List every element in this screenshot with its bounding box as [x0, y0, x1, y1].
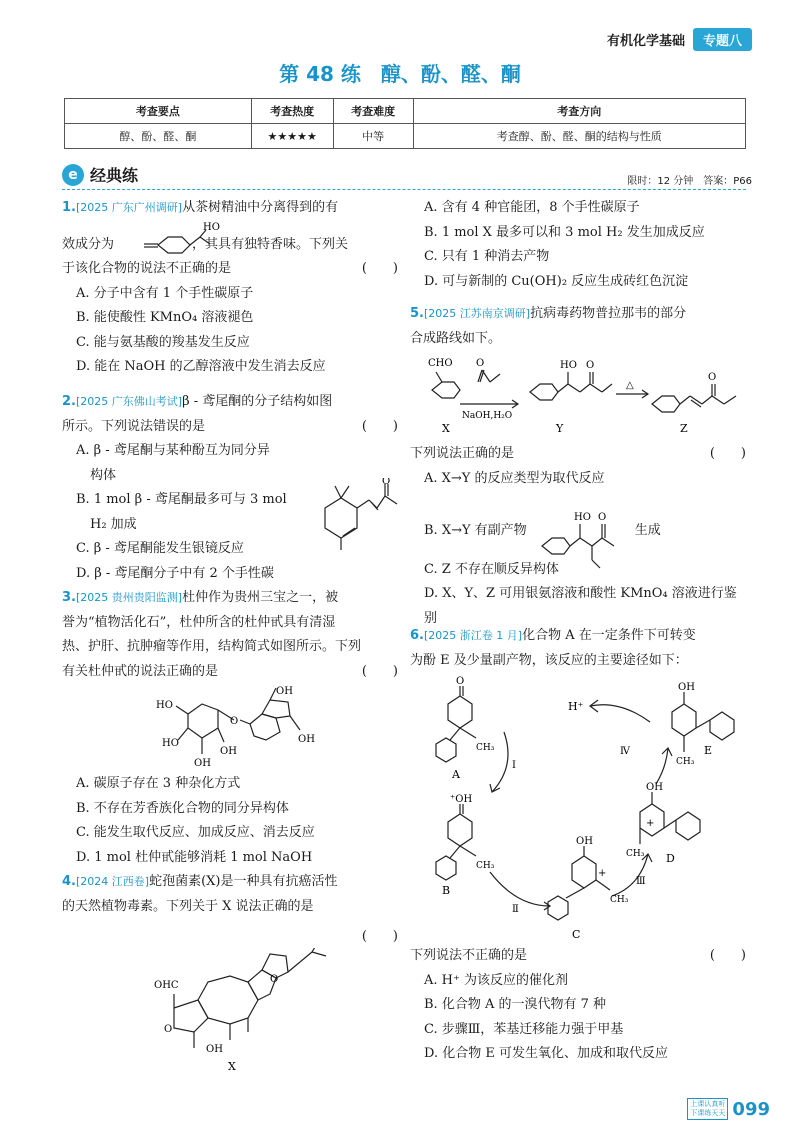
question-text: 杜仲作为贵州三宝之一，被	[182, 590, 339, 605]
option-c: C. β - 鸢尾酮能发生银镜反应	[76, 541, 244, 556]
q2-o-label: O	[382, 478, 391, 487]
q2-structure-diagram	[305, 478, 400, 558]
q3-label: O	[230, 716, 239, 727]
q6-c-ch3-label: CH₃	[610, 895, 629, 905]
question-text: 合成路线如下。	[410, 330, 502, 346]
q4-ohc-label: OHC	[154, 980, 179, 991]
q6-e-label: E	[704, 744, 713, 757]
question-6-options	[410, 944, 746, 1067]
q3-label: HO	[156, 700, 173, 711]
footer-text: 下课练天天	[690, 1109, 726, 1117]
question-text: 为酚 E 及少量副产物，该反应的主要途径如下：	[410, 652, 688, 668]
option-c: C. 能发生取代反应、加成反应、消去反应	[76, 825, 315, 840]
option-a: A. X→Y 的反应类型为取代反应	[424, 470, 605, 486]
q6-e-ch3-label: CH₃	[676, 757, 695, 767]
q6-a-o-label: O	[456, 676, 465, 687]
q6-d-label: D	[666, 852, 675, 865]
question-text: β - 鸢尾酮的分子结构如图	[182, 394, 333, 409]
question-source: [2025 广东广州调研]	[75, 201, 183, 214]
section-title: 经典练	[90, 166, 139, 185]
option-c: C. 步骤Ⅲ，苯基迁移能力强于甲基	[424, 1021, 624, 1037]
question-text: 的天然植物毒素。下列关于 X 说法正确的是	[62, 898, 314, 914]
header-bar	[607, 28, 752, 51]
info-header: 考查方向	[413, 99, 745, 124]
info-cell: 醇、酚、醛、酮	[65, 124, 252, 149]
header-subject: 有机化学基础	[606, 34, 685, 49]
question-4	[62, 870, 398, 950]
question-source: [2025 贵州贵阳监测]	[75, 591, 183, 604]
q3-label: OH	[194, 758, 211, 769]
footer-slogan	[687, 1098, 728, 1120]
q6-d-ch3-label: CH₃	[626, 849, 645, 859]
question-source: [2025 广东佛山考试]	[75, 395, 183, 408]
question-source: [2024 江西卷]	[75, 875, 150, 888]
q3-label: OH	[298, 734, 315, 745]
question-text: 下列说法正确的是	[410, 446, 515, 461]
question-source: [2025 浙江卷 1 月]	[423, 629, 523, 642]
question-number: 3.	[62, 590, 76, 605]
q6-c-plus-label: +	[598, 868, 607, 879]
question-text: 化合物 A 在一定条件下可转变	[522, 628, 696, 643]
time-limit: 限时：12 分钟 答案：P66	[627, 176, 752, 187]
q6-c-label: C	[572, 928, 581, 941]
info-header: 考查难度	[333, 99, 413, 124]
page-footer	[687, 1098, 770, 1120]
q1-oh-label: HO	[203, 222, 220, 233]
info-cell: 考查醇、酚、醛、酮的结构与性质	[413, 124, 745, 149]
question-text: 于该化合物的说法不正确的是	[62, 261, 232, 276]
q6-b-label: B	[442, 884, 451, 897]
q5-byproduct-label: HO	[574, 512, 591, 523]
q6-mechanism-diagram	[420, 676, 746, 944]
info-cell: ★★★★★	[251, 124, 333, 149]
option-b-cont: H₂ 加成	[90, 516, 137, 532]
q5-o-label: O	[476, 358, 485, 369]
q1-structure-diagram	[140, 222, 230, 262]
question-text: 抗病毒药物普拉那韦的部分	[530, 306, 687, 321]
option-b: B. 1 mol X 最多可以和 3 mol H₂ 发生加成反应	[424, 224, 705, 240]
info-header: 考查要点	[65, 99, 252, 124]
option-a: A. β - 鸢尾酮与某种酚互为同分异	[76, 443, 270, 458]
q3-label: HO	[162, 738, 179, 749]
option-b: B. X→Y 有副产物	[424, 523, 527, 538]
page-number: 099	[732, 1098, 770, 1120]
question-source: [2025 江苏南京调研]	[423, 307, 531, 320]
option-d: D. 可与新制的 Cu(OH)₂ 反应生成砖红色沉淀	[424, 273, 689, 289]
answer-blank: ( )	[361, 663, 398, 679]
question-text: 从茶树精油中分离得到的有	[182, 200, 339, 215]
q6-d-plus-label: +	[646, 818, 655, 829]
q4-ring-o-label: O	[270, 974, 279, 985]
option-d: D. 能在 NaOH 的乙醇溶液中发生消去反应	[76, 359, 326, 374]
q5-o-label: O	[708, 372, 717, 383]
q5-byproduct-label: O	[598, 512, 607, 523]
option-c: C. 能与氨基酸的羧基发生反应	[76, 334, 250, 350]
option-a-cont: 构体	[90, 467, 117, 483]
header-tag: 专题八	[693, 28, 752, 51]
question-text: 效成分为	[62, 236, 115, 252]
option-a: A. H⁺ 为该反应的催化剂	[424, 972, 568, 988]
q6-d-oh-label: OH	[646, 782, 663, 793]
q6-a-label: A	[452, 768, 460, 781]
question-3-options	[62, 772, 398, 870]
question-number: 6.	[410, 628, 424, 643]
q6-step-iii: Ⅲ	[636, 876, 646, 887]
option-b: B. 1 mol β - 鸢尾酮最多可与 3 mol	[76, 492, 287, 507]
q3-structure-diagram	[150, 684, 330, 770]
option-b: B. 化合物 A 的一溴代物有 7 种	[424, 997, 607, 1012]
info-cell: 中等	[333, 124, 413, 149]
q6-a-ch3-label: CH₃	[476, 743, 495, 753]
question-text: 所示。下列说法错误的是	[62, 418, 206, 434]
q6-b-oh-label: ⁺OH	[450, 794, 473, 805]
question-number: 1.	[62, 200, 76, 215]
q4-x-label: X	[228, 1060, 236, 1073]
option-a: A. 含有 4 种官能团，8 个手性碳原子	[424, 200, 640, 215]
q6-hplus-label: H⁺	[568, 700, 584, 713]
q6-c-oh-label: OH	[576, 836, 593, 847]
answer-blank: ( )	[709, 948, 746, 963]
question-text: 蛇孢菌素(X)是一种具有抗癌活性	[149, 874, 338, 889]
q6-step-ii: Ⅱ	[512, 904, 519, 915]
q5-z-label: Z	[680, 422, 688, 435]
question-number: 5.	[410, 306, 424, 321]
option-a: A. 碳原子存在 3 种杂化方式	[76, 776, 241, 791]
question-text: 热、护肝、抗肿瘤等作用，结构简式如图所示。下列	[62, 639, 362, 654]
question-number: 4.	[62, 874, 76, 889]
question-text: ，其具有独特香味。下列关	[192, 236, 349, 252]
answer-blank: ( )	[709, 446, 746, 461]
answer-blank: ( )	[361, 261, 398, 276]
page-title: 第 48 练 醇、酚、醛、酮	[279, 62, 521, 86]
question-6	[410, 624, 746, 673]
answer-blank: ( )	[361, 929, 398, 944]
question-text: 下列说法不正确的是	[410, 948, 528, 963]
answer-blank: ( )	[361, 418, 398, 434]
option-c: C. 只有 1 种消去产物	[424, 249, 550, 264]
option-b: B. 不存在芳香族化合物的同分异构体	[76, 800, 289, 816]
footer-text: 上课认真听	[690, 1100, 726, 1108]
q5-x-label: X	[442, 422, 450, 435]
question-number: 2.	[62, 394, 76, 409]
q5-cho-label: CHO	[428, 358, 453, 369]
option-a: A. 分子中含有 1 个手性碳原子	[76, 285, 254, 301]
question-4-options	[410, 196, 746, 294]
q5-reaction-scheme	[420, 352, 746, 440]
q4-oh-label: OH	[206, 1044, 223, 1055]
q5-reagent-label: NaOH,H₂O	[462, 411, 513, 421]
q5-byproduct-diagram	[538, 500, 638, 570]
option-d: D. X、Y、Z 可用银氨溶液和酸性 KMnO₄ 溶液进行鉴别	[424, 586, 737, 626]
info-table	[64, 98, 746, 149]
q5-ho-label: HO	[560, 360, 577, 371]
question-text: 有关杜仲甙的说法正确的是	[62, 663, 219, 679]
question-5	[410, 302, 746, 351]
option-b-cont: 生成	[634, 523, 661, 538]
q6-step-iv: Ⅳ	[620, 746, 630, 757]
q6-b-ch3-label: CH₃	[476, 861, 495, 871]
q6-step-i: Ⅰ	[512, 760, 516, 771]
section-divider	[62, 189, 746, 190]
q3-label: OH	[276, 686, 293, 697]
q5-o-label: O	[586, 360, 595, 371]
q4-structure-diagram	[150, 948, 340, 1078]
option-d: D. 化合物 E 可发生氧化、加成和取代反应	[424, 1046, 668, 1061]
q5-y-label: Y	[556, 422, 564, 435]
question-1	[62, 196, 398, 380]
section-icon: e	[62, 164, 84, 186]
info-header: 考查热度	[251, 99, 333, 124]
option-c: C. Z 不存在顺反异构体	[424, 561, 559, 577]
option-d: D. β - 鸢尾酮分子中有 2 个手性碳	[76, 565, 274, 581]
q3-label: OH	[220, 746, 237, 757]
q6-e-oh-label: OH	[678, 682, 695, 693]
option-d: D. 1 mol 杜仲甙能够消耗 1 mol NaOH	[76, 849, 313, 865]
question-3	[62, 586, 398, 684]
option-b: B. 能使酸性 KMnO₄ 溶液褪色	[76, 310, 254, 325]
question-text: 誉为“植物活化石”，杜仲所含的杜仲甙具有清湿	[62, 614, 336, 630]
q4-o-label: O	[164, 1024, 173, 1035]
q5-delta-label: △	[626, 380, 634, 391]
